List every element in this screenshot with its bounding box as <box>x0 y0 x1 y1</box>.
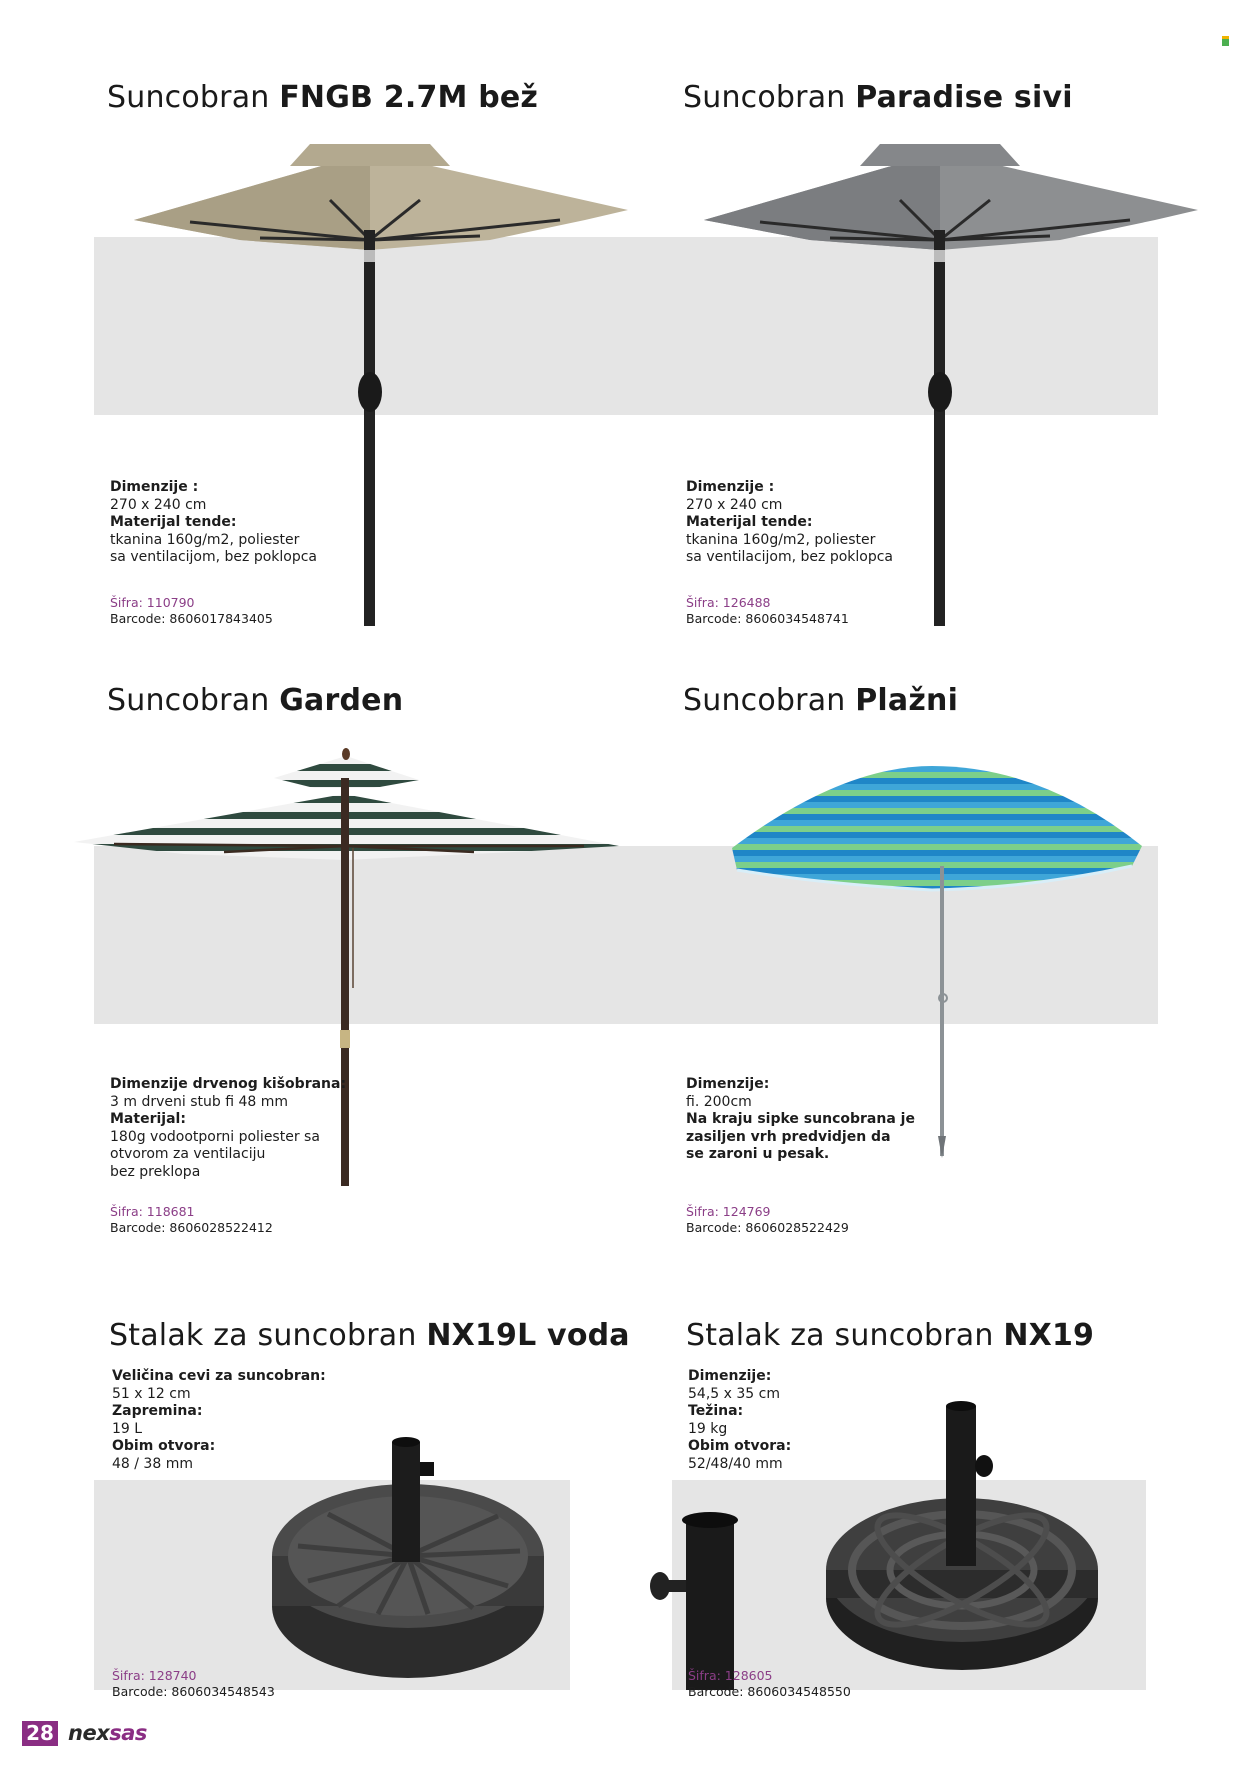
spec-value: sa ventilacijom, bez poklopca <box>110 549 317 565</box>
spec-label: Na kraju sipke suncobrana je <box>686 1111 915 1127</box>
spec-value: fi. 200cm <box>686 1093 752 1110</box>
title-light: Suncobran <box>107 80 280 115</box>
spec-label: Dimenzije: <box>686 1076 770 1092</box>
spec-label: se zaroni u pesak. <box>686 1146 830 1162</box>
spec-label: Obim otvora: <box>112 1438 216 1454</box>
spec-label: Dimenzije : <box>686 479 775 495</box>
spec-label: zasiljen vrh predvidjen da <box>686 1128 891 1145</box>
title-bold: NX19L voda <box>426 1318 630 1353</box>
product-codes <box>112 1668 275 1700</box>
spec-value: 3 m drveni stub fi 48 mm <box>110 1093 289 1110</box>
sifra-code: Šifra: 128740 <box>112 1668 197 1683</box>
spec-label: Dimenzije: <box>688 1368 772 1384</box>
product-codes <box>688 1668 851 1700</box>
spec-value: bez preklopa <box>110 1163 201 1180</box>
spec-value: 270 x 240 cm <box>686 496 783 513</box>
spec-value: sa ventilacijom, bez poklopca <box>686 549 893 565</box>
barcode: Barcode: 8606017843405 <box>110 611 273 626</box>
title-bold: NX19 <box>1003 1318 1095 1353</box>
spec-value: 52/48/40 mm <box>688 1455 783 1472</box>
title-light: Suncobran <box>683 80 856 115</box>
product-title <box>683 683 958 718</box>
title-bold: Paradise sivi <box>855 80 1073 115</box>
spec-label: Dimenzije : <box>110 479 199 495</box>
brand-logo-part: nex <box>68 1721 110 1745</box>
product-codes <box>686 595 849 627</box>
spec-value: 270 x 240 cm <box>110 496 207 513</box>
spec-value: tkanina 160g/m2, poliester <box>686 531 876 548</box>
sifra-code: Šifra: 110790 <box>110 595 195 610</box>
product-specs <box>110 479 317 567</box>
sifra-code: Šifra: 124769 <box>686 1204 771 1219</box>
title-light: Stalak za suncobran <box>686 1318 1004 1353</box>
product-title <box>686 1318 1094 1353</box>
barcode: Barcode: 8606034548550 <box>688 1684 851 1699</box>
spec-value: 19 kg <box>688 1420 728 1437</box>
product-title <box>107 683 403 718</box>
brand-logo <box>68 1721 147 1746</box>
spec-value: 54,5 x 35 cm <box>688 1385 780 1402</box>
spec-label: Dimenzije drvenog kišobrana: <box>110 1076 347 1092</box>
barcode: Barcode: 8606034548543 <box>112 1684 275 1699</box>
sifra-code: Šifra: 128605 <box>688 1668 773 1683</box>
product-title <box>683 80 1073 115</box>
product-title <box>107 80 538 115</box>
corner-mark-icon <box>1222 36 1229 46</box>
title-bold: FNGB 2.7M bež <box>279 80 539 115</box>
title-bold: Plažni <box>855 683 959 718</box>
product-codes <box>686 1204 849 1236</box>
product-codes <box>110 595 273 627</box>
spec-label: Materijal tende: <box>110 514 237 530</box>
product-specs <box>110 1076 346 1181</box>
spec-value: 48 / 38 mm <box>112 1455 193 1472</box>
cast-base-stand-icon <box>646 1400 1106 1690</box>
title-bold: Garden <box>279 683 404 718</box>
spec-value: otvorom za ventilaciju <box>110 1146 266 1162</box>
spec-label: Zapremina: <box>112 1403 203 1419</box>
title-light: Suncobran <box>107 683 280 718</box>
sifra-code: Šifra: 118681 <box>110 1204 195 1219</box>
product-codes <box>110 1204 273 1236</box>
spec-label: Obim otvora: <box>688 1438 792 1454</box>
title-light: Stalak za suncobran <box>109 1318 427 1353</box>
brand-logo-part: sas <box>109 1721 147 1745</box>
spec-label: Materijal: <box>110 1111 186 1127</box>
title-light: Suncobran <box>683 683 856 718</box>
product-specs <box>686 1076 915 1164</box>
spec-label: Težina: <box>688 1403 744 1419</box>
barcode: Barcode: 8606028522412 <box>110 1220 273 1235</box>
spec-label: Materijal tende: <box>686 514 813 530</box>
water-base-stand-icon <box>268 1436 548 1686</box>
product-title <box>109 1318 630 1353</box>
page-number: 28 <box>22 1721 58 1746</box>
spec-value: 19 L <box>112 1420 143 1437</box>
barcode: Barcode: 8606034548741 <box>686 611 849 626</box>
spec-value: 51 x 12 cm <box>112 1385 191 1402</box>
sifra-code: Šifra: 126488 <box>686 595 771 610</box>
product-specs <box>686 479 893 567</box>
spec-value: tkanina 160g/m2, poliester <box>110 531 300 548</box>
barcode: Barcode: 8606028522429 <box>686 1220 849 1235</box>
spec-label: Veličina cevi za suncobran: <box>112 1368 326 1384</box>
spec-value: 180g vodootporni poliester sa <box>110 1128 320 1145</box>
